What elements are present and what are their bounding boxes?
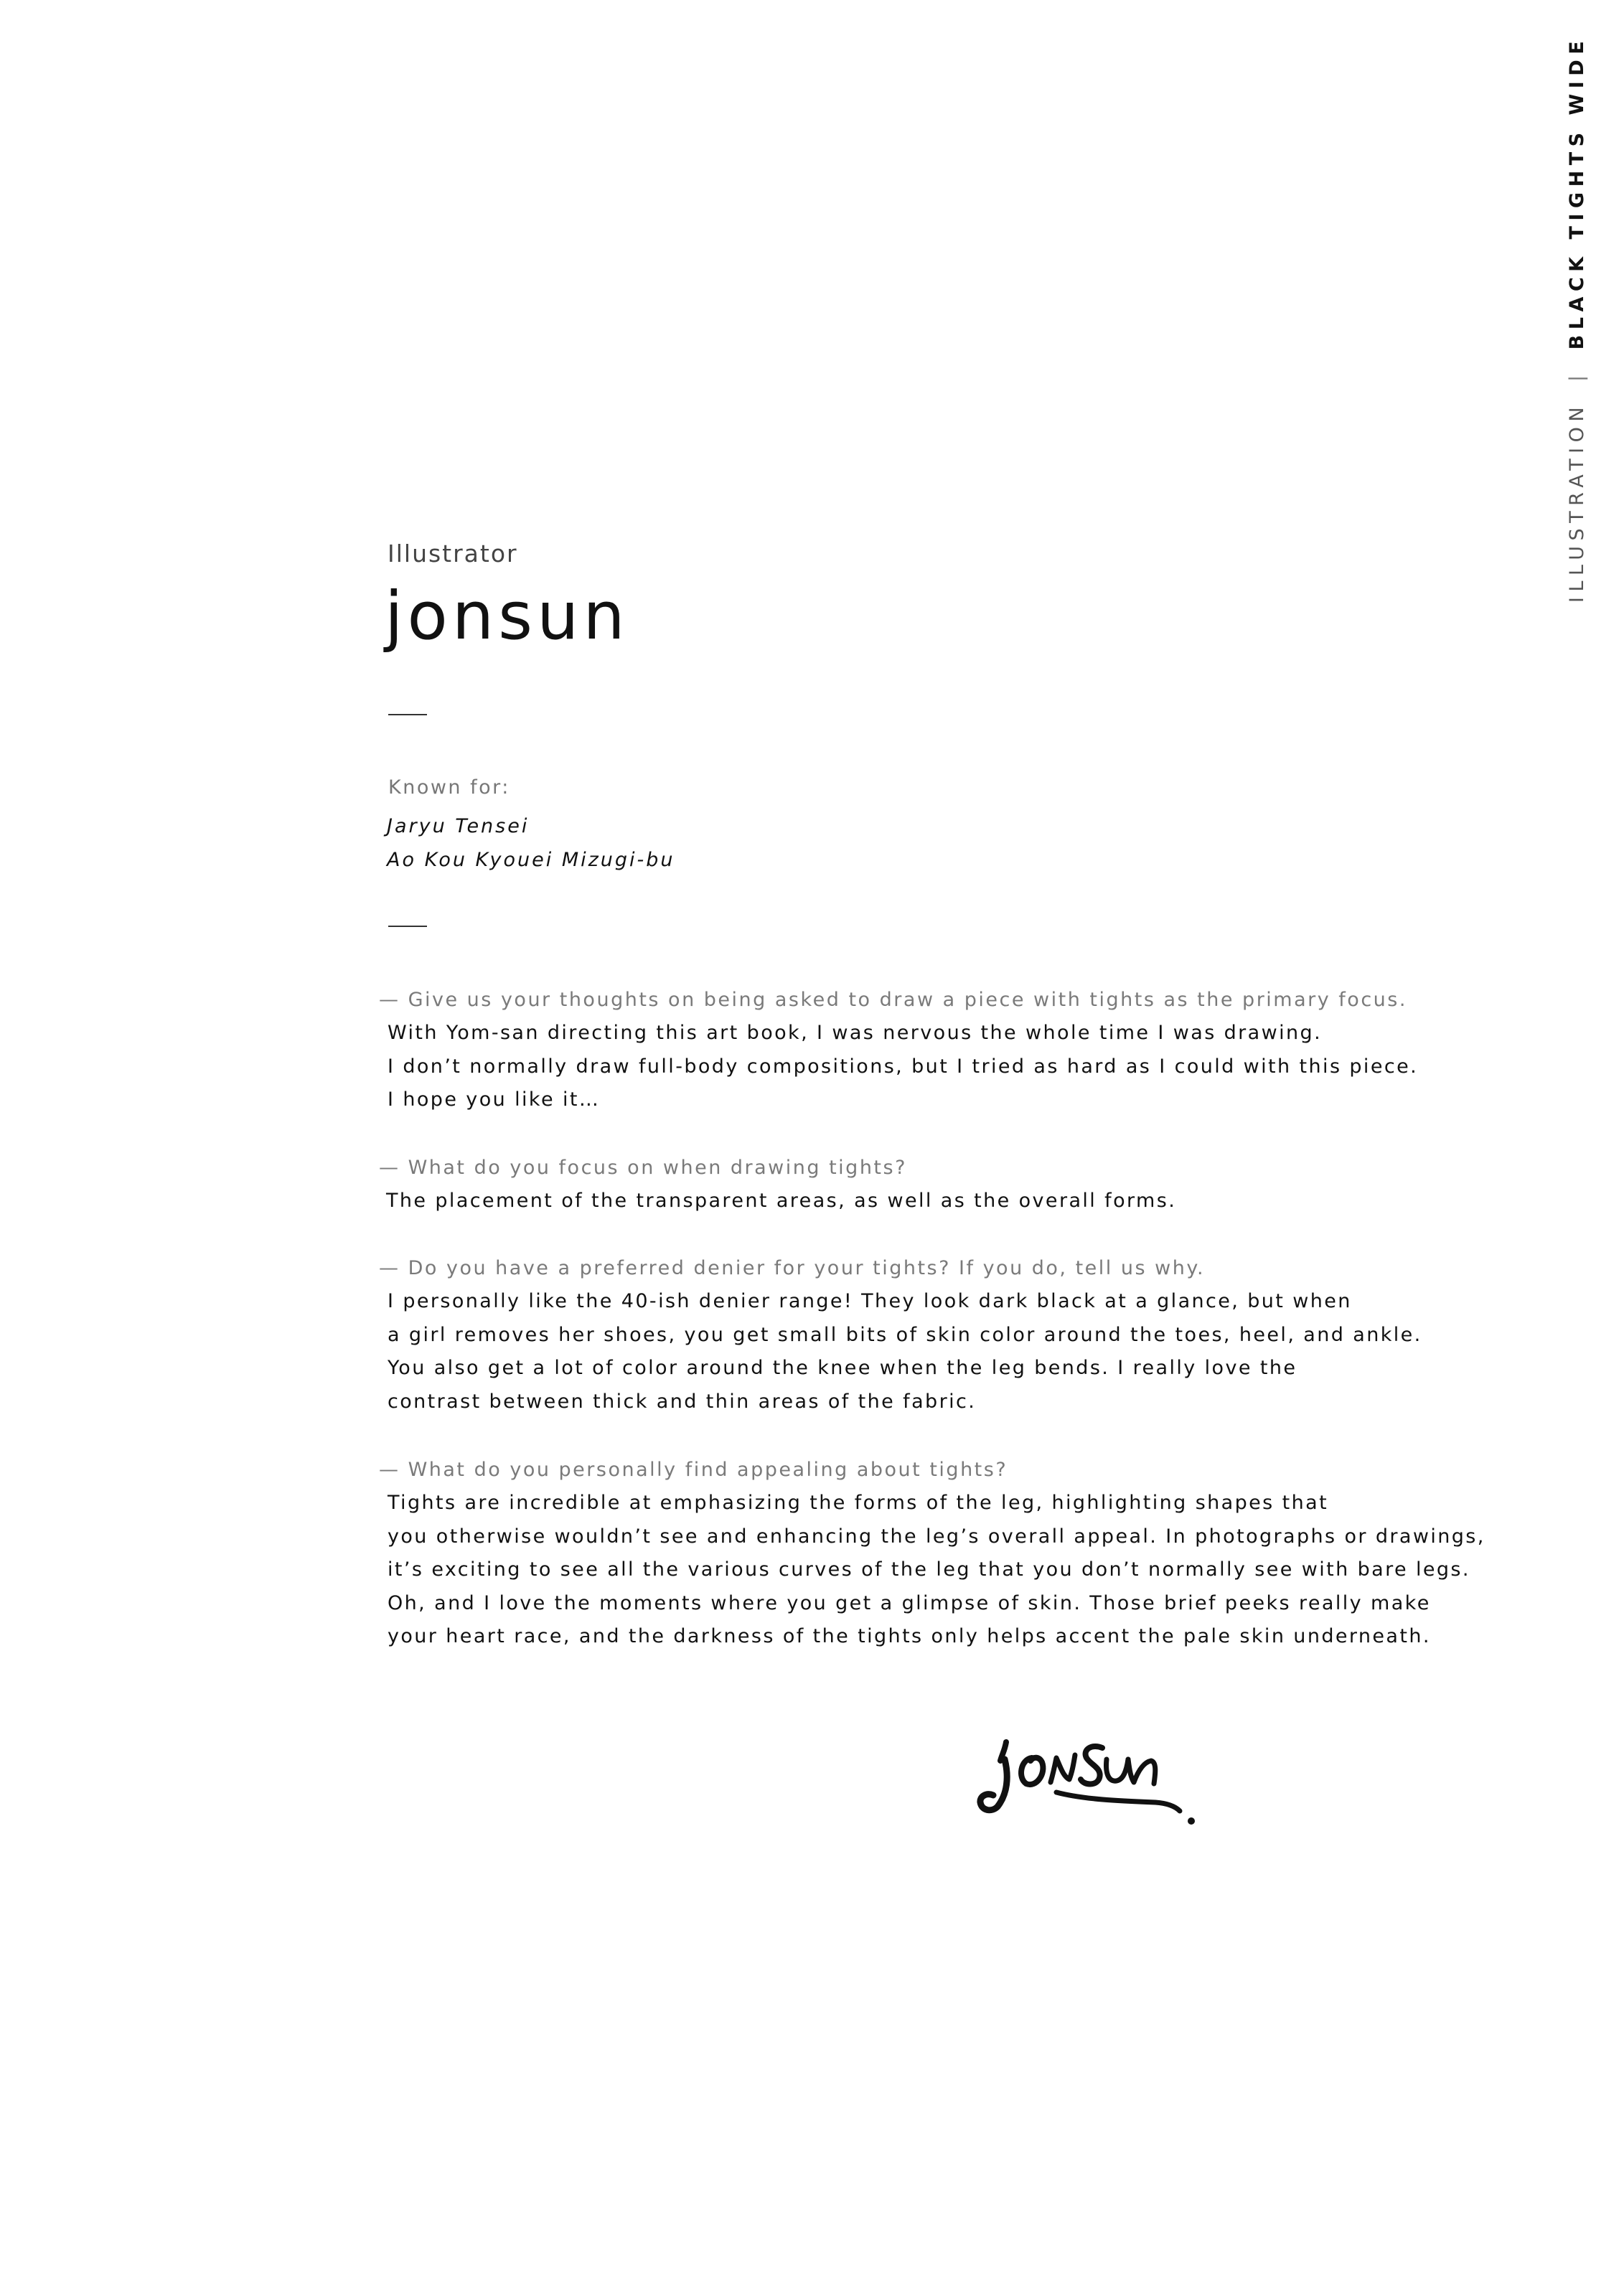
side-section-label bbox=[1556, 35, 1599, 603]
interview-item bbox=[379, 1152, 1427, 1218]
answer-line: your heart race, and the darkness of the tights only helps accent the pale skin underneath. bbox=[388, 1625, 1431, 1647]
answer-line: I hope you like it… bbox=[388, 1088, 601, 1111]
known-for-list bbox=[387, 809, 675, 877]
interview-question: — Do you have a preferred denier for your tights? If you do, tell us why. bbox=[379, 1257, 1206, 1279]
known-for-work: Ao Kou Kyouei Mizugi-bu bbox=[387, 849, 675, 871]
interview-answer bbox=[388, 1285, 1427, 1418]
answer-line: you otherwise wouldn’t see and enhancing the leg’s overall appeal. In photographs or drawings, bbox=[388, 1525, 1485, 1548]
answer-line: I don’t normally draw full-body compositions, but I tried as hard as I could with this piece. bbox=[388, 1055, 1419, 1078]
book-title: BLACK TIGHTS WIDE bbox=[1566, 35, 1588, 350]
answer-line: Oh, and I love the moments where you get a glimpse of skin. Those brief peeks really make bbox=[388, 1591, 1431, 1614]
answer-line: Tights are incredible at emphasizing the forms of the leg, highlighting shapes that bbox=[388, 1492, 1329, 1514]
answer-line: With Yom-san directing this art book, I was nervous the whole time I was drawing. bbox=[388, 1022, 1323, 1044]
answer-line: The placement of the transparent areas, as well as the overall forms. bbox=[386, 1190, 1177, 1212]
divider bbox=[388, 926, 427, 927]
section-category: ILLUSTRATION bbox=[1566, 401, 1588, 603]
answer-line: it’s exciting to see all the various curves of the leg that you don’t normally see with bare legs. bbox=[388, 1558, 1470, 1581]
interview-item bbox=[379, 1252, 1427, 1418]
answer-line: I personally like the 40-ish denier range! They look dark black at a glance, but when bbox=[388, 1290, 1352, 1312]
section-separator: | bbox=[1566, 370, 1588, 382]
artist-role: Illustrator bbox=[388, 540, 518, 568]
interview-question: — What do you focus on when drawing tights? bbox=[379, 1157, 907, 1179]
known-for-work: Jaryu Tensei bbox=[387, 815, 530, 837]
answer-line: a girl removes her shoes, you get small bits of skin color around the toes, heel, and ankle. bbox=[388, 1323, 1422, 1346]
divider bbox=[388, 714, 427, 715]
answer-line: You also get a lot of color around the knee when the leg bends. I really love the bbox=[388, 1357, 1297, 1379]
artist-signature bbox=[976, 1708, 1206, 1837]
interview-item bbox=[379, 984, 1427, 1117]
interview-item bbox=[379, 1454, 1485, 1654]
interview-answer bbox=[388, 1017, 1427, 1117]
interview-answer bbox=[388, 1185, 1427, 1218]
known-for-label: Known for: bbox=[388, 776, 510, 799]
artist-name: jonsun bbox=[385, 578, 629, 654]
answer-line: contrast between thick and thin areas of the fabric. bbox=[388, 1390, 977, 1413]
interview-answer bbox=[388, 1487, 1485, 1654]
interview-question: — What do you personally find appealing about tights? bbox=[379, 1459, 1008, 1481]
interview-question: — Give us your thoughts on being asked to draw a piece with tights as the primary focus. bbox=[379, 989, 1407, 1011]
